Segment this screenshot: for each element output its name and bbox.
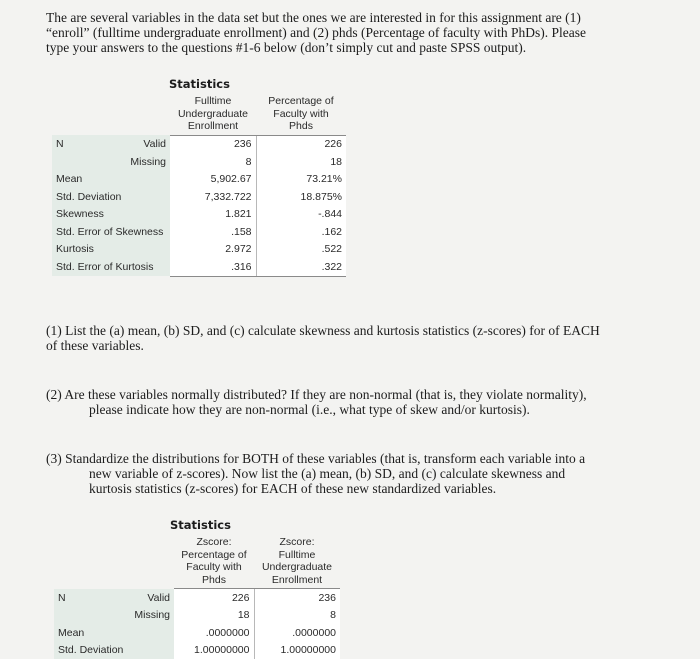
row-sublabel: Valid: [114, 135, 170, 153]
statistics-table-2: [54, 536, 340, 659]
row-label: Std. Error of Skewness: [52, 223, 170, 241]
row-label: Skewness: [52, 206, 170, 224]
table2-col1-header: Zscore: Percentage of Faculty with Phds: [174, 536, 254, 589]
value-cell: 1.00000000: [254, 642, 340, 659]
value-cell: .316: [170, 258, 256, 276]
question-1-line-1: (1) List the (a) mean, (b) SD, and (c) calculate skewness and kurtosis statistics (z-scores) for of EACH: [46, 323, 600, 338]
value-cell: 2.972: [170, 241, 256, 259]
value-cell: 18.875%: [256, 188, 346, 206]
table-row: [52, 206, 346, 224]
table-row: [52, 135, 346, 153]
value-cell: .0000000: [254, 624, 340, 642]
row-label: [54, 607, 112, 625]
value-cell: 8: [254, 607, 340, 625]
value-cell: 73.21%: [256, 171, 346, 189]
value-cell: 236: [170, 135, 256, 153]
value-cell: 18: [174, 607, 254, 625]
question-1-line-2: of these variables.: [46, 338, 600, 353]
table1-col1-header: Fulltime Undergraduate Enrollment: [170, 95, 256, 135]
table1-title: Statistics: [169, 77, 230, 91]
question-2-line-1: (2) Are these variables normally distributed? If they are non-normal (that is, they violate normality),: [46, 387, 587, 402]
row-label: Mean: [54, 624, 174, 642]
question-2-line-2: please indicate how they are non-normal (i.e., what type of skew and/or kurtosis).: [46, 402, 587, 417]
table2-header-row: [54, 536, 340, 589]
table-row: [52, 171, 346, 189]
table-row: [54, 642, 340, 659]
table2-col2-header: Zscore: Fulltime Undergraduate Enrollment: [254, 536, 340, 589]
table1-col2-header: Percentage of Faculty with Phds: [256, 95, 346, 135]
value-cell: 1.00000000: [174, 642, 254, 659]
intro-paragraph: [46, 10, 586, 55]
value-cell: .322: [256, 258, 346, 276]
row-label: N: [54, 589, 112, 607]
row-label: Std. Deviation: [54, 642, 174, 659]
table-row: [54, 607, 340, 625]
value-cell: 8: [170, 153, 256, 171]
table-row: [52, 188, 346, 206]
value-cell: .0000000: [174, 624, 254, 642]
value-cell: 226: [256, 135, 346, 153]
row-label: Std. Error of Kurtosis: [52, 258, 170, 276]
table2-title: Statistics: [170, 518, 231, 532]
value-cell: 236: [254, 589, 340, 607]
question-3-line-2: new variable of z-scores). Now list the (a) mean, (b) SD, and (c) calculate skewness and: [46, 466, 585, 481]
intro-line-2: “enroll” (fulltime undergraduate enrollment) and (2) phds (Percentage of faculty with PhDs). Please: [46, 25, 586, 40]
row-sublabel: Missing: [112, 607, 174, 625]
value-cell: 18: [256, 153, 346, 171]
intro-line-3: type your answers to the questions #1-6 below (don’t simply cut and paste SPSS output).: [46, 40, 586, 55]
table-row: [52, 223, 346, 241]
question-3-line-3: kurtosis statistics (z-scores) for EACH of these new standardized variables.: [46, 481, 585, 496]
row-sublabel: Valid: [112, 589, 174, 607]
question-2: [46, 387, 587, 417]
table-row: [52, 258, 346, 276]
value-cell: .522: [256, 241, 346, 259]
value-cell: .158: [170, 223, 256, 241]
value-cell: 226: [174, 589, 254, 607]
row-label: Std. Deviation: [52, 188, 170, 206]
row-label: Mean: [52, 171, 170, 189]
intro-line-1: The are several variables in the data set but the ones we are interested in for this assignment are (1): [46, 10, 586, 25]
question-1: [46, 323, 600, 353]
table-row: [54, 589, 340, 607]
table-row: [52, 241, 346, 259]
value-cell: 7,332.722: [170, 188, 256, 206]
row-sublabel: Missing: [114, 153, 170, 171]
statistics-table-1: [52, 95, 346, 277]
table-row: [54, 624, 340, 642]
table1-header-row: [52, 95, 346, 135]
question-3-line-1: (3) Standardize the distributions for BOTH of these variables (that is, transform each variable into a: [46, 451, 585, 466]
value-cell: 5,902.67: [170, 171, 256, 189]
row-label: [52, 153, 114, 171]
row-label: Kurtosis: [52, 241, 170, 259]
value-cell: -.844: [256, 206, 346, 224]
question-3: [46, 451, 585, 496]
row-label: N: [52, 135, 114, 153]
value-cell: 1.821: [170, 206, 256, 224]
table-row: [52, 153, 346, 171]
value-cell: .162: [256, 223, 346, 241]
